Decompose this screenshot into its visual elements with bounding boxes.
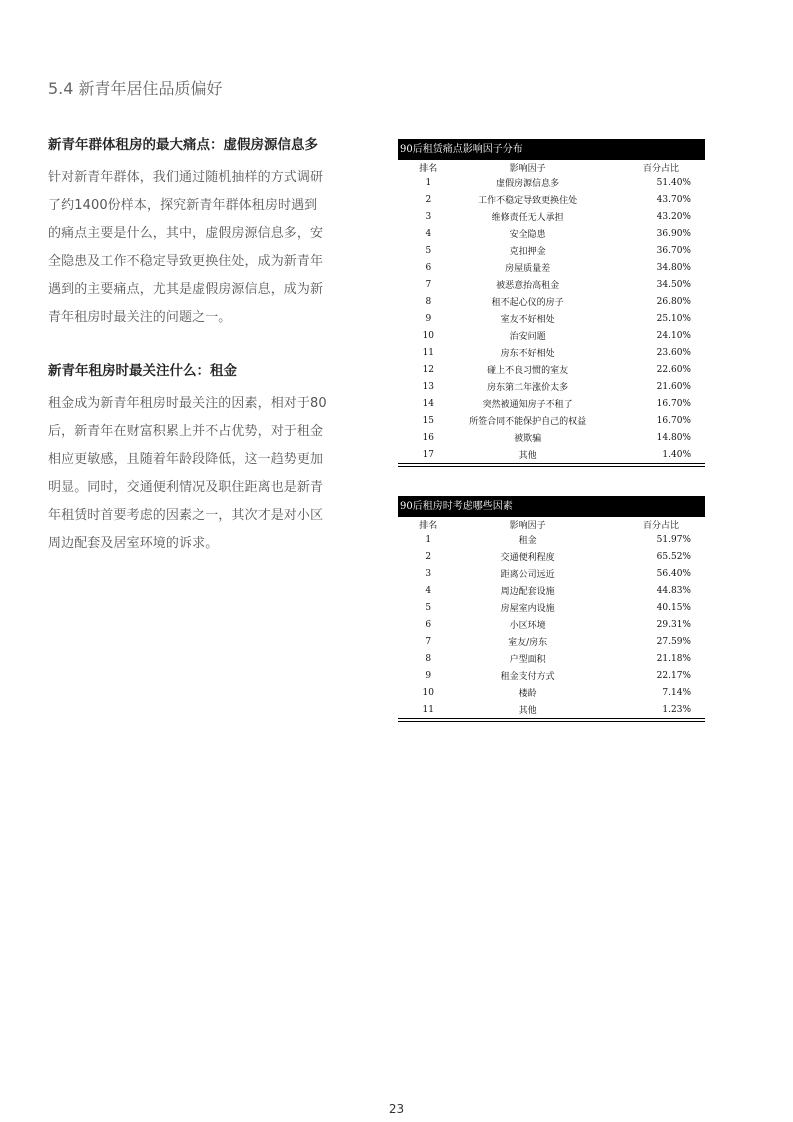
column-header: 排名 <box>419 163 438 174</box>
percent-cell: 22.17% <box>656 670 691 681</box>
table-row <box>398 429 705 446</box>
factor-cell: 所签合同不能保护自己的权益 <box>469 417 587 427</box>
table-row <box>398 701 705 718</box>
rank-cell: 13 <box>422 381 435 392</box>
percent-cell: 22.60% <box>656 364 691 375</box>
block2-body <box>48 390 338 558</box>
rent-factors-table <box>398 496 705 722</box>
percent-cell: 1.23% <box>662 704 691 715</box>
percent-cell: 29.31% <box>656 619 691 630</box>
table-row <box>398 276 705 293</box>
block2-line: 年租赁时首要考虑的因素之一，其次才是对小区 <box>48 508 324 523</box>
table-row <box>398 582 705 599</box>
rank-cell: 8 <box>425 296 432 307</box>
block2-line: 明显。同时，交通便利情况及职住距离也是新青 <box>48 480 324 495</box>
factor-cell: 被欺骗 <box>514 434 542 444</box>
page-number: 23 <box>388 1102 405 1116</box>
percent-cell: 36.70% <box>656 245 691 256</box>
table-row <box>398 650 705 667</box>
factor-cell: 虚假房源信息多 <box>496 179 560 189</box>
table-row <box>398 599 705 616</box>
table-row <box>398 616 705 633</box>
rank-cell: 5 <box>425 602 432 613</box>
table-row <box>398 242 705 259</box>
rank-cell: 12 <box>422 364 435 375</box>
rank-cell: 14 <box>422 398 435 409</box>
block2-heading: 新青年租房时最关注什么：租金 <box>48 363 237 379</box>
percent-cell: 51.40% <box>656 177 691 188</box>
percent-cell: 40.15% <box>656 602 691 613</box>
factor-cell: 被恶意抬高租金 <box>496 281 560 291</box>
percent-cell: 25.10% <box>656 313 691 324</box>
factor-cell: 房东第二年涨价太多 <box>487 383 569 393</box>
factor-cell: 租金支付方式 <box>500 672 555 682</box>
rank-cell: 11 <box>422 347 435 358</box>
factor-cell: 租不起心仪的房子 <box>491 298 564 308</box>
table-header-row <box>398 517 705 531</box>
percent-cell: 27.59% <box>656 636 691 647</box>
rank-cell: 3 <box>425 568 432 579</box>
table-row <box>398 259 705 276</box>
factor-cell: 维修责任无人承担 <box>491 213 564 223</box>
percent-cell: 24.10% <box>656 330 691 341</box>
rank-cell: 15 <box>422 415 435 426</box>
table-row <box>398 174 705 191</box>
table-row <box>398 446 705 463</box>
rank-cell: 2 <box>425 551 432 562</box>
table-row <box>398 191 705 208</box>
factor-cell: 其他 <box>518 451 537 461</box>
column-header: 影响因子 <box>509 163 546 174</box>
rank-cell: 16 <box>422 432 435 443</box>
factor-cell: 周边配套设施 <box>500 587 555 597</box>
block1-line: 针对新青年群体，我们通过随机抽样的方式调研 <box>48 170 324 185</box>
rank-cell: 6 <box>425 262 432 273</box>
block1-line: 的痛点主要是什么，其中，虚假房源信息多，安 <box>48 226 324 241</box>
factor-cell: 工作不稳定导致更换住处 <box>478 196 578 206</box>
rank-cell: 2 <box>425 194 432 205</box>
block1-line: 青年租房时最关注的问题之一。 <box>48 310 232 325</box>
block2-line: 周边配套及居室环境的诉求。 <box>48 536 219 551</box>
rank-cell: 6 <box>425 619 432 630</box>
factor-cell: 突然被通知房子不租了 <box>482 400 573 410</box>
pain-points-table <box>398 139 705 467</box>
rank-cell: 4 <box>425 228 432 239</box>
table-row <box>398 208 705 225</box>
table-row <box>398 327 705 344</box>
percent-cell: 51.97% <box>656 534 691 545</box>
table-header-row <box>398 160 705 174</box>
percent-cell: 34.80% <box>656 262 691 273</box>
factor-cell: 户型面积 <box>509 655 546 665</box>
table-title: 90后租赁痛点影响因子分布 <box>398 139 705 160</box>
percent-cell: 7.14% <box>662 687 691 698</box>
table-row <box>398 310 705 327</box>
percent-cell: 21.18% <box>656 653 691 664</box>
rank-cell: 3 <box>425 211 432 222</box>
column-header: 排名 <box>419 520 438 531</box>
rank-cell: 5 <box>425 245 432 256</box>
rank-cell: 10 <box>422 687 434 698</box>
block1-line: 了约1400份样本，探究新青年群体租房时遇到 <box>48 198 318 213</box>
rank-cell: 9 <box>425 670 432 681</box>
text-column <box>48 134 338 558</box>
percent-cell: 26.80% <box>656 296 691 307</box>
factor-cell: 距离公司远近 <box>500 570 555 580</box>
percent-cell: 43.20% <box>656 211 691 222</box>
table-row <box>398 225 705 242</box>
factor-cell: 房屋室内设施 <box>500 604 555 614</box>
factor-cell: 治安问题 <box>509 332 546 342</box>
percent-cell: 34.50% <box>656 279 691 290</box>
block2-line: 相应更敏感，且随着年龄段降低，这一趋势更加 <box>48 452 324 467</box>
percent-cell: 16.70% <box>656 415 691 426</box>
factor-cell: 其他 <box>518 706 537 716</box>
table-row <box>398 361 705 378</box>
factor-cell: 克扣押金 <box>509 247 546 257</box>
table-row <box>398 412 705 429</box>
section-title: 5.4 新青年居住品质偏好 <box>48 79 223 98</box>
percent-cell: 36.90% <box>656 228 691 239</box>
percent-cell: 43.70% <box>656 194 691 205</box>
factor-cell: 碰上不良习惯的室友 <box>487 366 569 376</box>
block1-heading: 新青年群体租房的最大痛点：虚假房源信息多 <box>48 137 318 153</box>
rank-cell: 9 <box>425 313 432 324</box>
factor-cell: 室友不好相处 <box>500 315 555 325</box>
factor-cell: 租金 <box>518 536 537 546</box>
factor-cell: 安全隐患 <box>509 230 546 240</box>
rank-cell: 11 <box>422 704 434 715</box>
table-row <box>398 633 705 650</box>
rank-cell: 17 <box>422 449 435 460</box>
percent-cell: 1.40% <box>662 449 691 460</box>
factor-cell: 楼龄 <box>518 689 537 699</box>
percent-cell: 56.40% <box>656 568 691 579</box>
factor-cell: 小区环境 <box>509 621 546 631</box>
rank-cell: 7 <box>425 279 432 290</box>
column-header: 百分占比 <box>642 520 679 531</box>
percent-cell: 21.60% <box>656 381 691 392</box>
table-row <box>398 531 705 548</box>
rank-cell: 10 <box>422 330 435 341</box>
table-row <box>398 344 705 361</box>
factor-cell: 房东不好相处 <box>500 349 555 359</box>
table-bottom-rule <box>398 718 705 722</box>
rank-cell: 1 <box>425 534 432 545</box>
block1-line: 全隐患及工作不稳定导致更换住处，成为新青年 <box>48 254 324 269</box>
percent-cell: 14.80% <box>656 432 691 443</box>
percent-cell: 44.83% <box>656 585 691 596</box>
table-row <box>398 293 705 310</box>
factor-cell: 交通便利程度 <box>500 553 555 563</box>
block1-line: 遇到的主要痛点，尤其是虚假房源信息，成为新 <box>48 282 324 297</box>
percent-cell: 16.70% <box>656 398 691 409</box>
rank-cell: 1 <box>425 177 432 188</box>
rank-cell: 7 <box>425 636 432 647</box>
table-row <box>398 667 705 684</box>
factor-cell: 室友/房东 <box>508 638 548 648</box>
block2-line: 后，新青年在财富积累上并不占优势，对于租金 <box>48 424 324 439</box>
table-row <box>398 548 705 565</box>
factor-cell: 房屋质量差 <box>505 264 551 274</box>
block2-line: 租金成为新青年租房时最关注的因素，相对于80 <box>48 396 327 411</box>
percent-cell: 23.60% <box>656 347 691 358</box>
table-row <box>398 684 705 701</box>
table-title: 90后租房时考虑哪些因素 <box>398 496 705 517</box>
rank-cell: 8 <box>425 653 432 664</box>
percent-cell: 65.52% <box>656 551 691 562</box>
table-row <box>398 395 705 412</box>
rank-cell: 4 <box>425 585 432 596</box>
table-bottom-rule <box>398 463 705 467</box>
column-header: 影响因子 <box>509 520 546 531</box>
table-row <box>398 378 705 395</box>
column-header: 百分占比 <box>642 163 679 174</box>
block1-body <box>48 164 338 332</box>
table-row <box>398 565 705 582</box>
